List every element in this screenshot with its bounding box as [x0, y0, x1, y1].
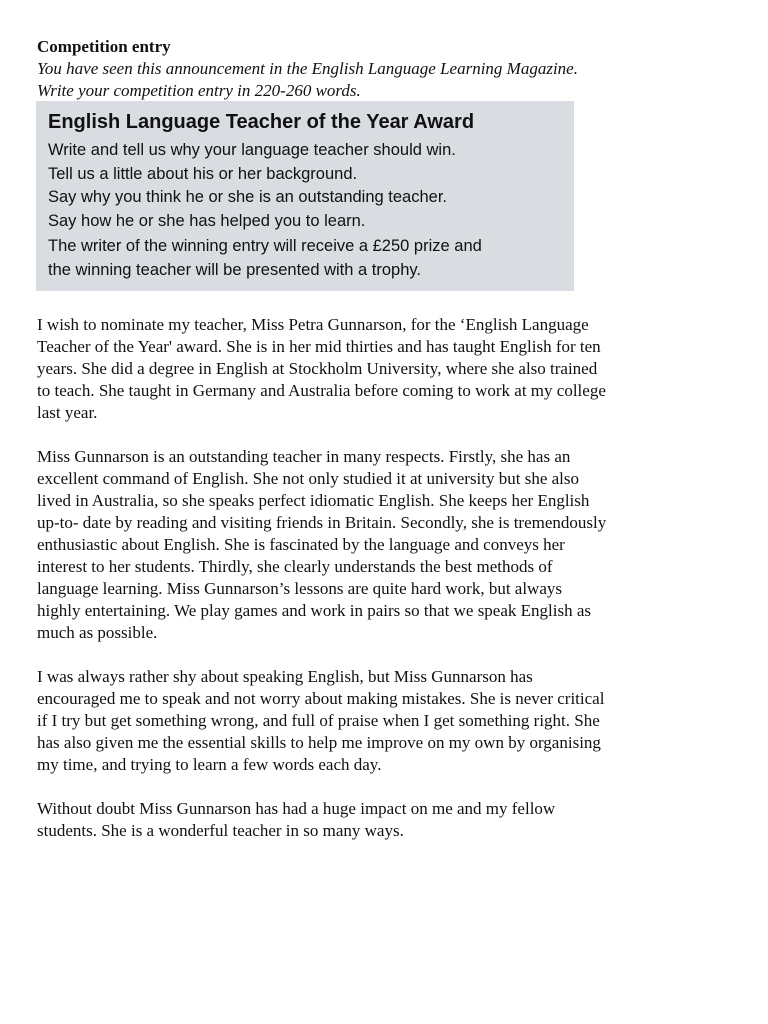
text-line: lived in Australia, so she speaks perfect idiomatic English. She keeps her English	[37, 491, 590, 510]
announcement-line: The writer of the winning entry will receive a £250 prize and	[48, 237, 482, 255]
text-line: my time, and trying to learn a few words each day.	[37, 755, 382, 774]
announcement-line: the winning teacher will be presented with a trophy.	[48, 260, 421, 279]
entry-paragraph-4	[37, 798, 747, 842]
text-line: interest to her students. Thirdly, she clearly understands the best methods of	[37, 557, 553, 576]
entry-paragraph-2	[37, 446, 747, 644]
text-line: years. She did a degree in English at Stockholm University, where she also trained	[37, 359, 598, 378]
text-line: much as possible.	[37, 623, 158, 642]
text-line: to teach. She taught in Germany and Australia before coming to work at my college	[37, 381, 606, 400]
competition-entry-text	[37, 314, 747, 864]
text-line: if I try but get something wrong, and full of praise when I get something right. She	[37, 711, 600, 730]
announcement-line: Write and tell us why your language teacher should win.	[48, 141, 456, 159]
announcement-line: Say why you think he or she is an outstanding teacher.	[48, 188, 447, 206]
text-line: excellent command of English. She not only studied it at university but she also	[37, 469, 580, 488]
instruction-line: You have seen this announcement in the English Language Learning Magazine.	[37, 59, 578, 78]
text-line: enthusiastic about English. She is fascinated by the language and conveys her	[37, 535, 565, 554]
announcement-title: English Language Teacher of the Year Award	[48, 111, 475, 133]
announcement-line: Say how he or she has helped you to learn.	[48, 211, 366, 230]
text-line: has also given me the essential skills to help me improve on my own by organising	[37, 733, 601, 752]
text-line: I was always rather shy about speaking English, but Miss Gunnarson has	[37, 667, 533, 686]
instruction-line: Write your competition entry in 220-260 words.	[37, 81, 361, 100]
text-line: I wish to nominate my teacher, Miss Petra Gunnarson, for the ‘English Language	[37, 315, 589, 334]
text-line: Miss Gunnarson is an outstanding teacher in many respects. Firstly, she has an	[37, 447, 571, 466]
text-line: last year.	[37, 403, 98, 422]
task-instructions	[37, 58, 737, 102]
entry-paragraph-1	[37, 314, 747, 424]
text-line: students. She is a wonderful teacher in so many ways.	[37, 821, 404, 840]
text-line: up-to- date by reading and visiting friends in Britain. Secondly, she is tremendously	[37, 513, 607, 532]
text-line: highly entertaining. We play games and work in pairs so that we speak English as	[37, 601, 592, 620]
entry-paragraph-3	[37, 666, 747, 776]
announcement-line: Tell us a little about his or her background.	[48, 164, 358, 183]
text-line: Teacher of the Year' award. She is in her mid thirties and has taught English for ten	[37, 337, 601, 356]
section-heading: Competition entry	[37, 37, 171, 56]
text-line: encouraged me to speak and not worry about making mistakes. She is never critical	[37, 689, 605, 708]
text-line: Without doubt Miss Gunnarson has had a huge impact on me and my fellow	[37, 799, 556, 818]
announcement-box	[36, 101, 574, 291]
text-line: language learning. Miss Gunnarson’s lessons are quite hard work, but always	[37, 579, 562, 598]
